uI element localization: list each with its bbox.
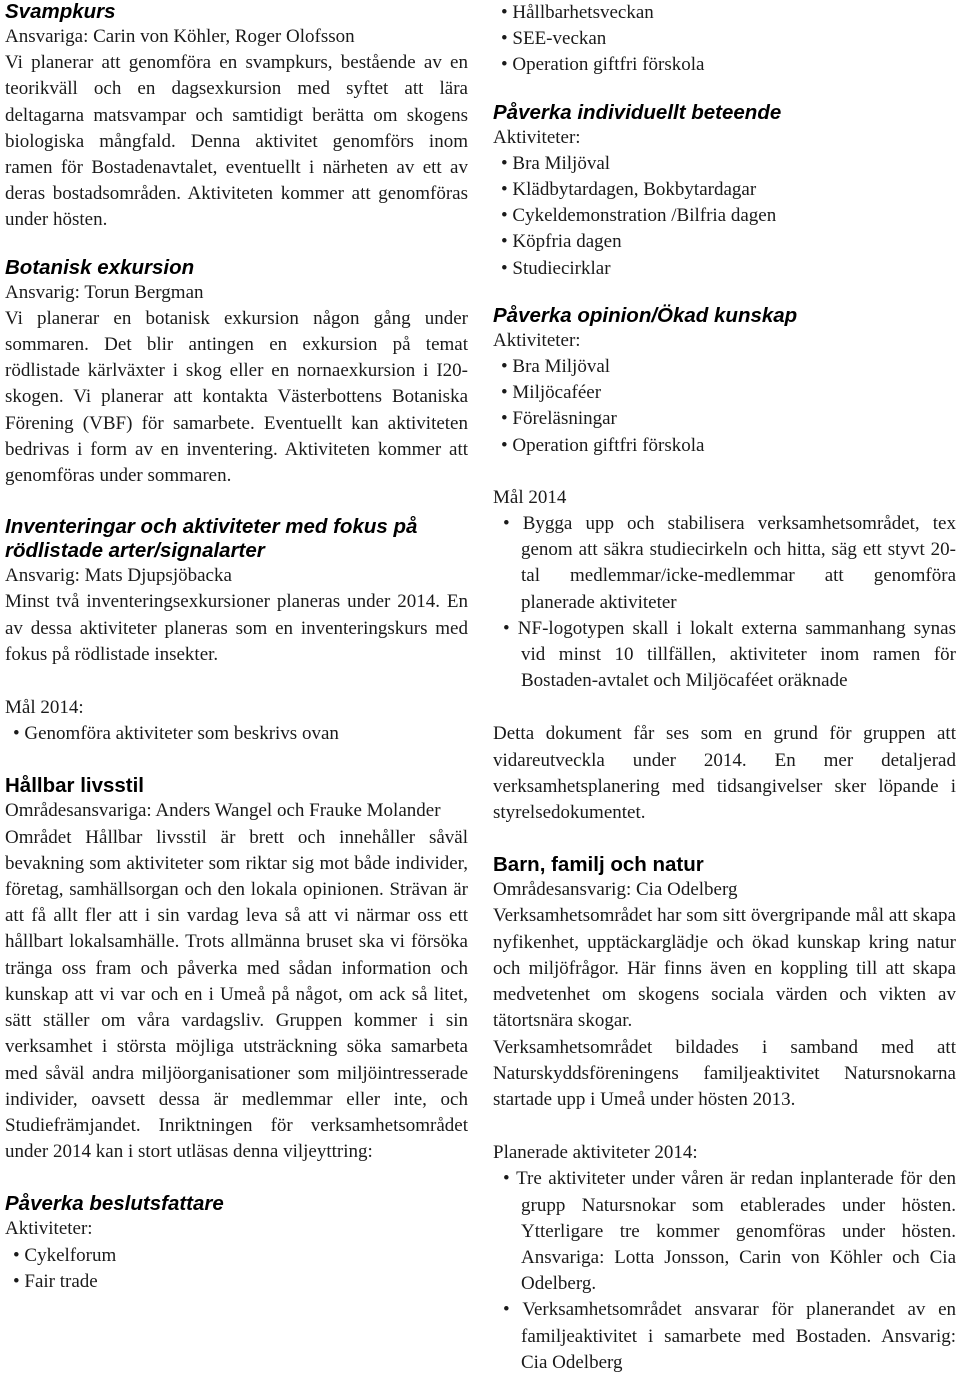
heading-svampkurs: Svampkurs bbox=[5, 0, 116, 23]
heading-paverka-opinion: Påverka opinion/Ökad kunskap bbox=[493, 303, 798, 327]
heading-paverka-beslutsfattare: Påverka beslutsfattare bbox=[5, 1192, 224, 1216]
section-goal-left bbox=[5, 695, 468, 747]
top-activities-list bbox=[493, 0, 956, 79]
responsible-botanisk: Ansvarig: Torun Bergman bbox=[5, 281, 204, 303]
goal-label-right: Mål 2014 bbox=[493, 486, 567, 508]
goal-label-left: Mål 2014: bbox=[5, 697, 84, 719]
section-botanisk bbox=[5, 256, 468, 490]
section-paverka-beslutsfattare bbox=[5, 1192, 468, 1295]
list-item: • Cykelforum bbox=[5, 1243, 468, 1269]
list-item: • NF-logotypen skall i lokalt externa sammanhang synas vid minst 10 tillfällen, aktiviteter inom ramen för Bostaden-avtalet och Miljöcaféet oräknade bbox=[493, 616, 956, 695]
document-note: Detta dokument får ses som en grund för gruppen att vidareutveckla under 2014. En mer detaljerad verksamhetsplanering med tidsangivelser sker löpande i styrelsedokumentet. bbox=[493, 723, 956, 824]
heading-botanisk: Botanisk exkursion bbox=[5, 255, 195, 279]
list-item: • Hållbarhetsveckan bbox=[493, 0, 956, 26]
planned-list bbox=[493, 1166, 956, 1376]
list-item: • Miljöcaféer bbox=[493, 380, 956, 406]
responsible-svampkurs: Ansvariga: Carin von Köhler, Roger Olofsson bbox=[5, 26, 355, 47]
activities-label: Aktiviteter: bbox=[493, 126, 581, 148]
list-item: • Bra Miljöval bbox=[493, 151, 956, 177]
body-barn-familj-natur-2: Verksamhetsområdet bildades i samband med att Naturskyddsföreningens familjeaktivitet Natursnokarna startade upp i Umeå under hösten 2013. bbox=[493, 1036, 956, 1110]
heading-barn-familj-natur: Barn, familj och natur bbox=[493, 853, 704, 877]
list-item: • Bra Miljöval bbox=[493, 354, 956, 380]
list-item: • Bygga upp och stabilisera verksamhetsområdet, tex genom att säkra studiecirkeln och hitta, säg ett styvt 20-tal medlemmar/icke-medlemmar att genomföra planerade aktiviteter bbox=[493, 511, 956, 616]
list-item: • SEE-veckan bbox=[493, 26, 956, 52]
activities-label: Aktiviteter: bbox=[493, 329, 581, 351]
section-inventeringar bbox=[5, 515, 468, 668]
list-item: • Verksamhetsområdet ansvarar för planerandet av en familjeaktivitet i samarbete med Bostaden. Ansvarig: Cia Odelberg bbox=[493, 1297, 956, 1376]
activities-list bbox=[493, 354, 956, 459]
goal-list-right bbox=[493, 511, 956, 694]
activities-label: Aktiviteter: bbox=[5, 1218, 93, 1240]
list-item: • Operation giftfri förskola bbox=[493, 52, 956, 78]
heading-hallbar-livsstil: Hållbar livsstil bbox=[5, 774, 145, 798]
responsible-inventeringar: Ansvarig: Mats Djupsjöbacka bbox=[5, 565, 232, 587]
list-item: • Tre aktiviteter under våren är redan inplanterade för den grupp Natursnokar som etablerades under hösten. Ytterligare tre kommer genomföras under hösten. Ansvariga: Lotta Jonsson, Carin von Köhler och Cia Odelberg. bbox=[493, 1166, 956, 1297]
body-inventeringar: Minst två inventeringsexkursioner planeras under 2014. En av dessa aktiviteter planeras som en inventeringskurs med fokus på rödlistade insekter. bbox=[5, 591, 468, 665]
section-paverka-opinion bbox=[493, 304, 956, 459]
heading-paverka-beteende: Påverka individuellt beteende bbox=[493, 100, 782, 124]
list-item: • Genomföra aktiviteter som beskrivs ovan bbox=[5, 721, 468, 747]
body-hallbar-livsstil: Området Hållbar livsstil är brett och innehåller såväl bevakning som aktiviteter som riktar sig mot både individer, företag, samhällsorgan och den lokala opinionen. Strävan är att få allt fler att i sin vardag leva så att vi närmar oss ett hållbart lokalsamhälle. Trots allmänna bruset ska vi försöka tränga oss fram och påverka med sådan information och kunskap att vi var och en i Umeå på något, om ack så litet, sätt ställer om våra vardagsliv. Gruppen kommer i sin verksamhet i största möjliga utsträckning söka samarbeta med såväl andra miljöorganisationer som miljöintresserade individer, oavsett dessa är medlemmar eller inte, och Studiefrämjandet. Inriktningen för verksamhetsområdet under 2014 kan i stort utläsas denna viljeyttring: bbox=[5, 826, 468, 1163]
section-svampkurs bbox=[5, 0, 468, 234]
section-goal-right bbox=[493, 485, 956, 695]
list-item: • Cykeldemonstration /Bilfria dagen bbox=[493, 203, 956, 229]
section-hallbar-livsstil bbox=[5, 774, 468, 1165]
list-item: • Fair trade bbox=[5, 1269, 468, 1295]
section-paverka-beteende bbox=[493, 101, 956, 282]
planned-label: Planerade aktiviteter 2014: bbox=[493, 1142, 698, 1164]
activities-list bbox=[493, 151, 956, 282]
list-item: • Klädbytardagen, Bokbytardagar bbox=[493, 177, 956, 203]
body-botanisk: Vi planerar en botanisk exkursion någon gång under sommaren. Det blir antingen en exkursion på temat rödlistade kärlväxter i skog eller en nornaexkursion i I20-skogen. Vi planerar att kontakta Västerbottens Botaniska Förening (VBF) för samarbete. Eventuellt kan aktiviteten bedrivas i form av en inventering. Aktiviteten kommer att genomföras under sommaren. bbox=[5, 307, 468, 487]
activities-list bbox=[5, 1243, 468, 1295]
section-planned-activities bbox=[493, 1140, 956, 1376]
heading-inventeringar: Inventeringar och aktiviteter med fokus på rödlistade arter/signalarter bbox=[5, 515, 418, 563]
responsible-barn-familj-natur: Områdesansvarig: Cia Odelberg bbox=[493, 879, 738, 901]
section-document-note bbox=[493, 721, 956, 826]
left-column bbox=[5, 0, 468, 1295]
section-barn-familj-natur bbox=[493, 853, 956, 1113]
goal-list-left bbox=[5, 721, 468, 747]
body-barn-familj-natur: Verksamhetsområdet har som sitt övergripande mål att skapa nyfikenhet, upptäckarglädje och ökad kunskap kring natur och miljöfrågor. Här finns även en koppling till att skapa medvetenhet om skogens sociala värden och vikten av tätortsnära skogar. bbox=[493, 905, 956, 1032]
list-item: • Föreläsningar bbox=[493, 406, 956, 432]
list-item: • Studiecirklar bbox=[493, 256, 956, 282]
responsible-hallbar-livsstil: Områdesansvariga: Anders Wangel och Frauke Molander bbox=[5, 800, 441, 822]
right-column bbox=[493, 0, 956, 1376]
body-svampkurs: Vi planerar att genomföra en svampkurs, bestående av en teorikväll och en dagsexkursion med syftet att lära deltagarna matsvampar och samtidigt berätta om skogens biologiska mångfald. Denna aktivitet genomförs inom ramen för Bostadenavtalet, eventuellt i närheten av ett av deras bostadsområden. Aktiviteten kommer att genomföras under hösten. bbox=[5, 52, 468, 231]
list-item: • Operation giftfri förskola bbox=[493, 433, 956, 459]
list-item: • Köpfria dagen bbox=[493, 229, 956, 255]
